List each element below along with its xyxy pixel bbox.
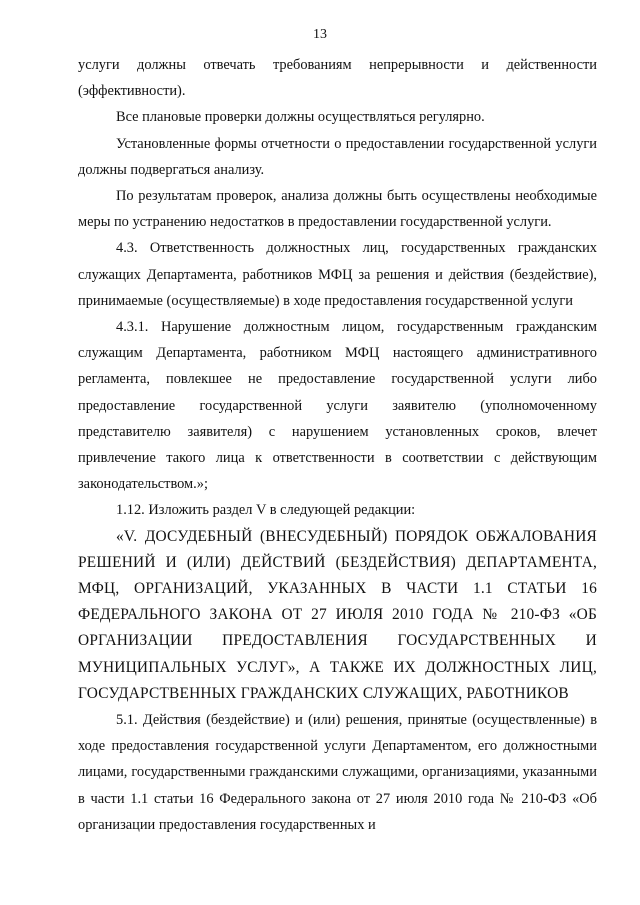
paragraph-1-12: 1.12. Изложить раздел V в следующей редакции: (116, 502, 416, 519)
section-heading-4-3: 4.3. Ответственность должностных лиц, государственных гражданских служащих Департамента, работников МФЦ за решения и действия (бездействие), принимаемые (осуществляемые) в ходе предоставления государственной услуги (78, 240, 597, 309)
paragraph-check-results: По результатам проверок, анализа должны быть осуществлены необходимые меры по устранению недостатков в предоставлении государственной услуги. (78, 188, 597, 231)
page-number: 13 (313, 27, 327, 42)
paragraph-regular-checks: Все плановые проверки должны осуществляться регулярно. (116, 109, 485, 126)
paragraph-continuation: услуги должны отвечать требованиям непрерывности и действенности (эффективности). (78, 57, 597, 100)
paragraph-4-3-1: 4.3.1. Нарушение должностным лицом, государственным гражданским служащим Департамента, работником МФЦ настоящего административного регламента, повлекшее не предоставление государственной услуги либо предоставление государственной услуги заявителю (уполномоченному представителю заявителя) с нарушением установленных сроков, влечет привлечение такого лица к ответственности в соответствии с действующим законодательством.»; (78, 319, 597, 493)
paragraph-reporting-forms: Установленные формы отчетности о предоставлении государственной услуги должны подвергаться анализу. (78, 135, 597, 178)
paragraph-5-1: 5.1. Действия (бездействие) и (или) решения, принятые (осуществленные) в ходе предоставления государственной услуги Департаментом, его должностными лицами, государственными гражданскими служащими, организациями, указанными в части 1.1 статьи 16 Федерального закона от 27 июля 2010 года № 210-ФЗ «Об организации предоставления государственных и (78, 712, 597, 833)
section-heading-v: «V. ДОСУДЕБНЫЙ (ВНЕСУДЕБНЫЙ) ПОРЯДОК ОБЖАЛОВАНИЯ РЕШЕНИЙ И (ИЛИ) ДЕЙСТВИЙ (БЕЗДЕЙСТВИЯ) ДЕПАРТАМЕНТА, МФЦ, ОРГАНИЗАЦИЙ, УКАЗАННЫХ В ЧАСТИ 1.1 СТАТЬИ 16 ФЕДЕРАЛЬНОГО ЗАКОНА ОТ 27 ИЮЛЯ 2010 ГОДА № 210-ФЗ «ОБ ОРГАНИЗАЦИИ ПРЕДОСТАВЛЕНИЯ ГОСУДАРСТВЕННЫХ И МУНИЦИПАЛЬНЫХ УСЛУГ», А ТАКЖЕ ИХ ДОЛЖНОСТНЫХ ЛИЦ, ГОСУДАРСТВЕННЫХ ГРАЖДАНСКИХ СЛУЖАЩИХ, РАБОТНИКОВ (78, 527, 597, 702)
document-body (78, 52, 597, 838)
